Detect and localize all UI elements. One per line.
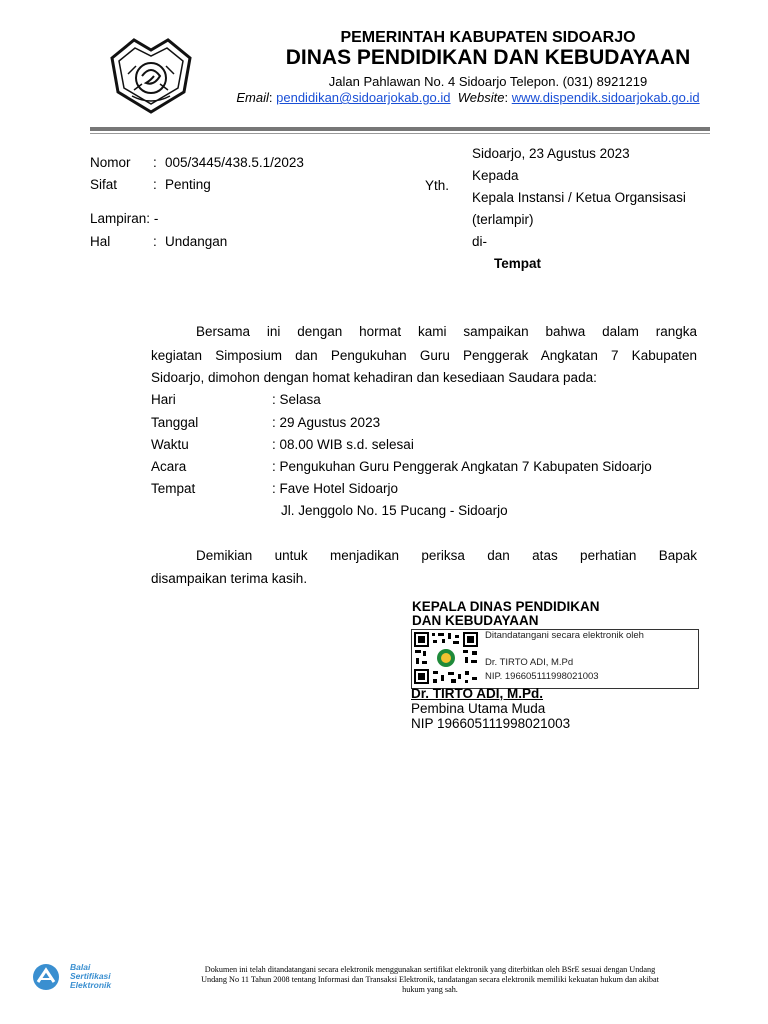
email-label: Email xyxy=(236,90,269,105)
closing-line-2: disampaikan terima kasih. xyxy=(151,571,308,586)
recipient-name: Kepala Instansi / Ketua Organsisasi xyxy=(472,190,686,205)
intro-line-3: Sidoarjo, dimohon dengan homat kehadiran dan kesediaan Saudara pada: xyxy=(151,370,597,385)
bsre-text-1: Balai xyxy=(70,962,91,972)
email-link[interactable]: pendidikan@sidoarjokab.go.id xyxy=(276,90,451,105)
signatory-nip: NIP 196605111998021003 xyxy=(411,716,571,731)
sifat-value: Penting xyxy=(165,177,211,192)
hari-value: : Selasa xyxy=(272,392,321,407)
letterhead-emblem xyxy=(104,36,198,114)
signatory-name: Dr. TIRTO ADI, M.Pd. xyxy=(411,686,544,701)
di-label: di- xyxy=(472,234,488,249)
disclaimer-line-2: Undang No 11 Tahun 2008 tentang Informasi dan Transaksi Elektronik, tandatangan secara elektronik memiliki kekuatan hukum dan akibat xyxy=(201,975,659,984)
signatory-rank: Pembina Utama Muda xyxy=(411,701,546,716)
tempat-event-address: Jl. Jenggolo No. 15 Pucang - Sidoarjo xyxy=(281,503,508,518)
tempat-event-value: : Fave Hotel Sidoarjo xyxy=(272,481,399,496)
kop-contacts: Email: pendidikan@sidoarjokab.go.id Website: www.dispendik.sidoarjokab.go.id xyxy=(236,90,700,105)
hal-label: Hal xyxy=(90,234,111,249)
kop-government: PEMERINTAH KABUPATEN SIDOARJO xyxy=(340,29,636,46)
sifat-colon: : xyxy=(153,177,157,192)
closing-line-1: Demikian untuk menjadikan periksa dan atas perhatian Bapak xyxy=(196,548,697,563)
letterhead-rule-thick xyxy=(90,127,710,131)
hal-value: Undangan xyxy=(165,234,228,249)
lampiran-label xyxy=(90,211,158,227)
nomor-colon: : xyxy=(153,155,157,170)
esign-name: Dr. TIRTO ADI, M.Pd xyxy=(485,657,574,668)
bsre-logo xyxy=(30,962,70,992)
lampiran-label-text: Lampiran xyxy=(90,211,147,226)
qr-code-icon xyxy=(413,631,479,685)
tanggal-value: : 29 Agustus 2023 xyxy=(272,415,381,430)
lampiran-colon: : xyxy=(146,211,151,226)
qr-code[interactable] xyxy=(413,631,479,685)
waktu-label: Waktu xyxy=(151,437,189,452)
tanggal-label: Tanggal xyxy=(151,415,199,430)
website-link[interactable]: www.dispendik.sidoarjokab.go.id xyxy=(511,90,700,105)
disclaimer-line-3: hukum yang sah. xyxy=(402,985,458,994)
nomor-value: 005/3445/438.5.1/2023 xyxy=(165,155,304,170)
intro-line-2: kegiatan Simposium dan Pengukuhan Guru Penggerak Angkatan 7 Kabupaten xyxy=(151,348,697,363)
kepada-label: Kepada xyxy=(472,168,519,183)
hal-colon: : xyxy=(153,234,157,249)
intro-line-1: Bersama ini dengan hormat kami sampaikan bahwa dalam rangka xyxy=(196,324,697,339)
tempat-label: Tempat xyxy=(494,256,542,271)
lampiran-value: - xyxy=(153,211,159,226)
acara-value: : Pengukuhan Guru Penggerak Angkatan 7 Kabupaten Sidoarjo xyxy=(272,459,652,474)
sifat-label: Sifat xyxy=(90,177,118,192)
bsre-logo-icon xyxy=(30,962,70,992)
nomor-label: Nomor xyxy=(90,155,131,170)
date-place: Sidoarjo, 23 Agustus 2023 xyxy=(472,146,630,161)
signature-title-1: KEPALA DINAS PENDIDIKAN xyxy=(412,599,600,614)
letterhead-rule-thin xyxy=(90,133,710,134)
acara-label: Acara xyxy=(151,459,187,474)
sidoarjo-emblem-icon xyxy=(104,36,198,114)
esign-nip: NIP. 196605111998021003 xyxy=(485,671,599,682)
kop-address: Jalan Pahlawan No. 4 Sidoarjo Telepon. (031) 8921219 xyxy=(328,74,648,89)
waktu-value: : 08.00 WIB s.d. selesai xyxy=(272,437,414,452)
signature-title-2: DAN KEBUDAYAAN xyxy=(412,613,539,628)
disclaimer-line-1: Dokumen ini telah ditandatangani secara elektronik menggunakan sertifikat elektronik yang diterbitkan oleh BSrE sesuai dengan Undang xyxy=(204,965,656,974)
bsre-text-3: Elektronik xyxy=(70,980,112,990)
website-label: Website xyxy=(457,90,505,105)
recipient-attached: (terlampir) xyxy=(472,212,534,227)
yth-label: Yth. xyxy=(425,178,450,193)
tempat-event-label: Tempat xyxy=(151,481,196,496)
kop-agency: DINAS PENDIDIKAN DAN KEBUDAYAAN xyxy=(285,46,691,69)
bsre-text-2: Sertifikasi xyxy=(70,971,111,981)
hari-label: Hari xyxy=(151,392,176,407)
esign-note: Ditandatangani secara elektronik oleh xyxy=(485,630,644,641)
